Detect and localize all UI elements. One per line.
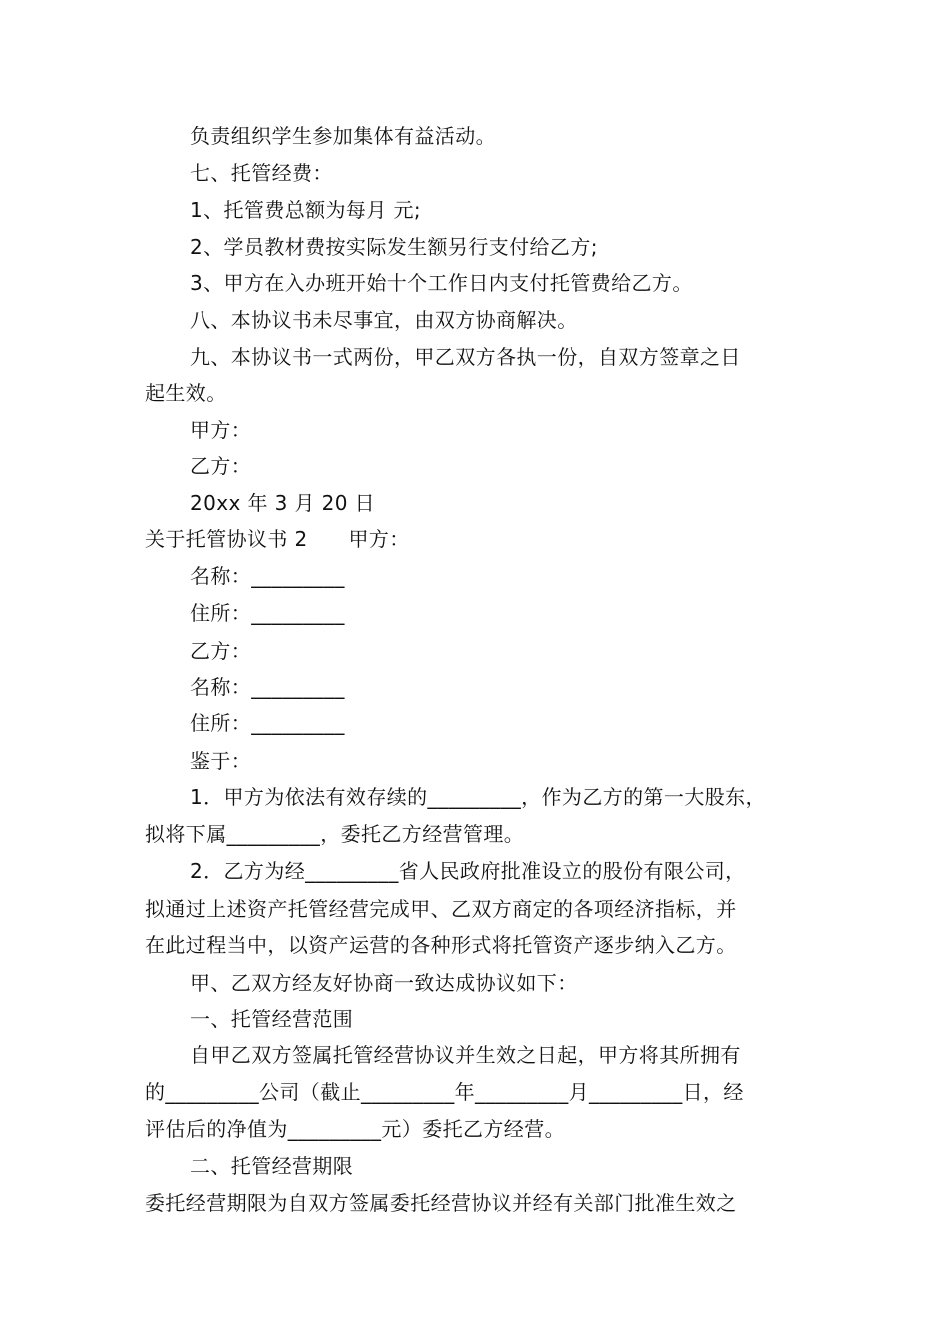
paragraph-line: 的_________公司（截止_________年_________月_________日，经 <box>145 1080 744 1104</box>
paragraph-line: 在此过程当中，以资产运营的各种形式将托管资产逐步纳入乙方。 <box>145 933 737 957</box>
paragraph-line: 拟将下属_________，委托乙方经营管理。 <box>145 822 525 846</box>
paragraph-line: 甲、乙双方经友好协商一致达成协议如下： <box>190 971 578 995</box>
paragraph-line: 2．乙方为经_________省人民政府批准设立的股份有限公司， <box>190 859 746 883</box>
party-b-label: 乙方： <box>190 639 252 663</box>
paragraph-line: 自甲乙双方签属托管经营协议并生效之日起，甲方将其所拥有 <box>190 1043 741 1067</box>
paragraph-line: 2、学员教材费按实际发生额另行支付给乙方; <box>190 235 598 259</box>
paragraph-line: 起生效。 <box>145 381 227 405</box>
whereas-heading: 鉴于： <box>190 749 252 773</box>
paragraph-line: 1、托管费总额为每月 元; <box>190 198 422 222</box>
section-heading: 八、本协议书未尽事宜，由双方协商解决。 <box>190 308 578 332</box>
paragraph-line: 委托经营期限为自双方签属委托经营协议并经有关部门批准生效之 <box>145 1191 737 1215</box>
paragraph-line: 拟通过上述资产托管经营完成甲、乙双方商定的各项经济指标，并 <box>145 897 737 921</box>
section-heading-scope: 一、托管经营范围 <box>190 1007 354 1031</box>
party-a-name-field: 名称：_________ <box>190 564 345 588</box>
paragraph-line: 评估后的净值为_________元）委托乙方经营。 <box>145 1117 565 1141</box>
party-b-name-field: 名称：_________ <box>190 675 345 699</box>
signing-date: 20xx 年 3 月 20 日 <box>190 491 376 515</box>
paragraph-line: 负责组织学生参加集体有益活动。 <box>190 124 496 148</box>
section-heading: 九、本协议书一式两份，甲乙双方各执一份，自双方签章之日 <box>190 345 741 369</box>
party-a-address-field: 住所：_________ <box>190 601 345 625</box>
party-b-signature-label: 乙方： <box>190 454 252 478</box>
paragraph-line: 1．甲方为依法有效存续的_________，作为乙方的第一大股东， <box>190 785 766 809</box>
party-b-address-field: 住所：_________ <box>190 711 345 735</box>
document-title-2: 关于托管协议书 2 甲方： <box>145 527 410 551</box>
section-heading-term: 二、托管经营期限 <box>190 1154 354 1178</box>
party-a-signature-label: 甲方： <box>190 418 252 442</box>
paragraph-line: 3、甲方在入办班开始十个工作日内支付托管费给乙方。 <box>190 271 693 295</box>
section-heading-fee: 七、托管经费： <box>190 161 333 185</box>
